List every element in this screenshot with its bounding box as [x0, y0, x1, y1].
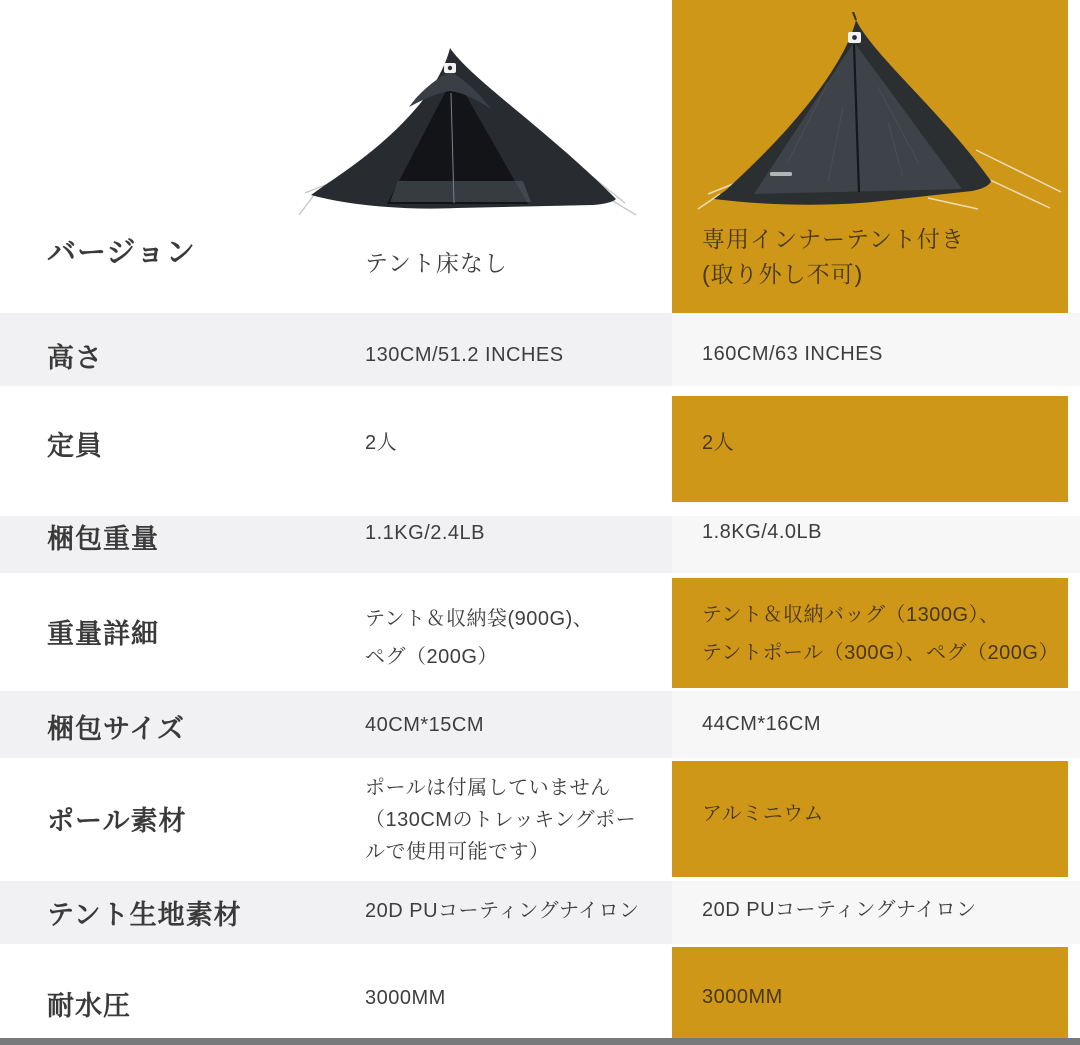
row-label-capacity: 定員 [47, 431, 103, 461]
cell-water-right: 3000MM [702, 986, 783, 1008]
row-label-weight-detail: 重量詳細 [47, 619, 159, 649]
cell-packed-size-middle: 40CM*15CM [365, 714, 484, 736]
cell-fabric-middle: 20D PUコーティングナイロン [365, 900, 640, 922]
row-label-packed-size: 梱包サイズ [47, 714, 185, 744]
tent-photo-inner-tent [678, 12, 1063, 212]
cell-pole-material-middle: ポールは付属していません （130CMのトレッキングポー ルで使用可能です） [365, 777, 637, 863]
cell-version-middle: テント床なし [365, 250, 508, 276]
cell-packed-weight-middle: 1.1KG/2.4LB [365, 522, 486, 544]
cell-packed-weight-right: 1.8KG/4.0LB [702, 521, 823, 543]
row-label-packed-weight: 梱包重量 [47, 524, 159, 554]
cell-weight-detail-right: テント＆収納バッグ（1300G）、 テントポール（300G）、ペグ（200G） [702, 604, 1059, 664]
cell-capacity-middle: 2人 [365, 432, 398, 454]
side-label [770, 172, 792, 176]
cell-weight-detail-middle: テント＆収納袋(900G)、 ペグ（200G） [365, 608, 594, 668]
bottom-bar [0, 1038, 1080, 1045]
row-label-version: バージョン [47, 237, 196, 269]
row-label-pole-material: ポール素材 [47, 806, 187, 836]
cell-capacity-right: 2人 [702, 432, 735, 454]
brand-logo-icon [444, 63, 456, 73]
row-label-fabric: テント生地素材 [47, 900, 242, 930]
row-label-height: 高さ [47, 343, 103, 373]
cell-water-middle: 3000MM [365, 987, 446, 1009]
cell-height-right: 160CM/63 INCHES [702, 343, 883, 365]
cell-pole-material-right: アルミニウム [702, 803, 824, 825]
tent-interior [390, 181, 531, 202]
cell-height-middle: 130CM/51.2 INCHES [365, 344, 564, 366]
cell-packed-size-right: 44CM*16CM [702, 713, 821, 735]
row-band-packed-weight [0, 516, 1080, 573]
cell-version-right: 専用インナーテント付き (取り外し不可) [702, 226, 965, 287]
cell-fabric-right: 20D PUコーティングナイロン [702, 899, 977, 921]
tent-photo-floorless [295, 35, 640, 220]
pole-tip [853, 12, 856, 20]
brand-logo-icon [848, 32, 861, 43]
row-label-water-resistance: 耐水圧 [47, 991, 131, 1021]
